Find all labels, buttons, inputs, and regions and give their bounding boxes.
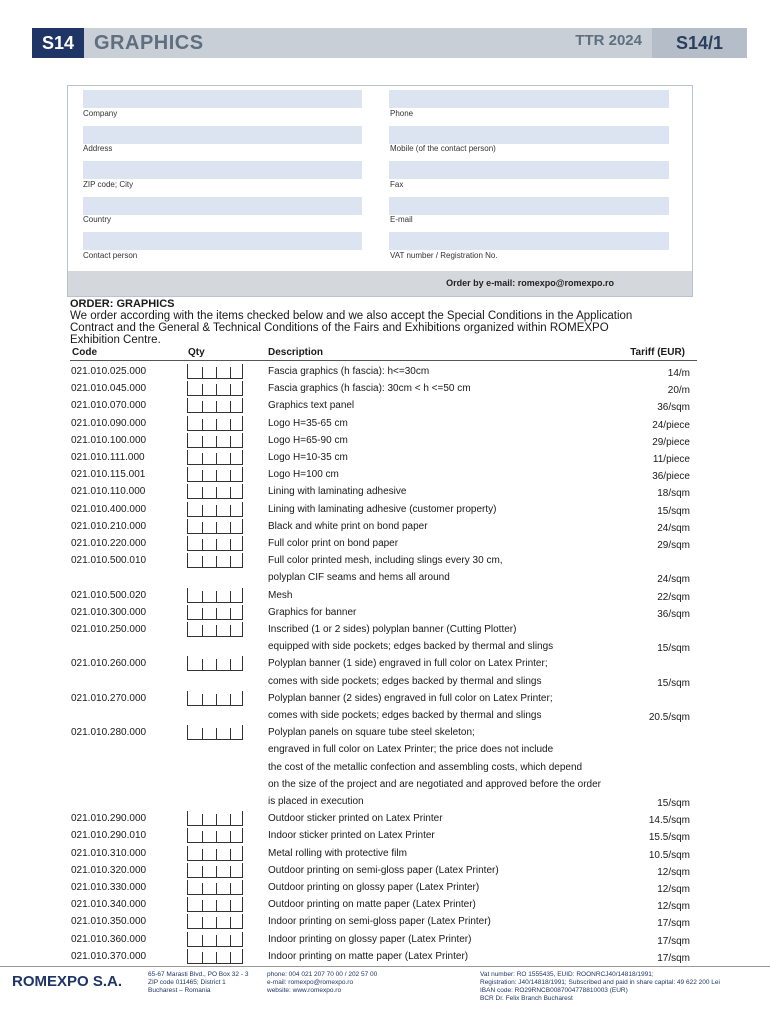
qty-input[interactable]	[187, 691, 243, 706]
table-row	[0, 416, 770, 432]
qty-input[interactable]	[187, 467, 243, 482]
item-tariff: 29/sqm	[657, 540, 690, 551]
table-row	[0, 398, 770, 414]
qty-input[interactable]	[187, 949, 243, 964]
item-code: 021.010.025.000	[71, 366, 147, 377]
item-code: 021.010.220.000	[71, 538, 147, 549]
item-tariff: 15.5/sqm	[648, 832, 690, 843]
email-label: E-mail	[390, 215, 413, 224]
item-code: 021.010.115.001	[71, 469, 146, 480]
item-tariff: 15/sqm	[657, 506, 690, 517]
contact-person-field[interactable]	[83, 232, 362, 250]
intro-text	[70, 298, 690, 346]
footer-website[interactable]: website: www.romexpo.ro	[267, 987, 342, 994]
table-row	[0, 949, 770, 965]
footer-legal-line: BCR Dr. Felix Branch Bucharest	[480, 995, 573, 1002]
table-row	[0, 450, 770, 466]
qty-input[interactable]	[187, 502, 243, 517]
footer-contact	[267, 971, 377, 995]
item-tariff: 15/sqm	[657, 643, 690, 654]
qty-input[interactable]	[187, 450, 243, 465]
item-description: Fascia graphics (h fascia): 30cm < h <=50 cm	[268, 383, 471, 394]
item-description: the cost of the metallic confection and assembling costs, which depend	[268, 762, 583, 773]
table-row	[0, 639, 770, 655]
item-description: Lining with laminating adhesive (customer property)	[268, 504, 497, 515]
item-description: is placed in execution	[268, 796, 364, 807]
table-row	[0, 553, 770, 569]
table-row	[0, 880, 770, 896]
item-code: 021.010.110.000	[71, 486, 146, 497]
item-description: Indoor printing on matte paper (Latex Printer)	[268, 951, 469, 962]
event-label: TTR 2024	[575, 32, 642, 49]
fax-label: Fax	[390, 180, 404, 189]
table-row	[0, 570, 770, 586]
item-description: Logo H=100 cm	[268, 469, 339, 480]
footer-legal-line: Registration: J40/14818/1991; Subscribed and paid in share capital: 49 622 200 Lei	[480, 979, 720, 986]
zip-city-field[interactable]	[83, 161, 362, 179]
footer-address	[148, 971, 248, 995]
qty-input[interactable]	[187, 398, 243, 413]
qty-input[interactable]	[187, 364, 243, 379]
item-code: 021.010.500.010	[71, 555, 147, 566]
item-code: 021.010.400.000	[71, 504, 147, 515]
footer-address-line: Bucharest – Romania	[148, 987, 211, 994]
table-row	[0, 846, 770, 862]
contact-person-label: Contact person	[83, 251, 138, 260]
address-field[interactable]	[83, 126, 362, 144]
item-code: 021.010.500.020	[71, 590, 147, 601]
table-row	[0, 588, 770, 604]
item-description: Black and white print on bond paper	[268, 521, 428, 532]
table-row	[0, 742, 770, 758]
table-row	[0, 381, 770, 397]
qty-input[interactable]	[187, 897, 243, 912]
qty-input[interactable]	[187, 553, 243, 568]
email-field[interactable]	[389, 197, 669, 215]
item-description: Fascia graphics (h fascia): h<=30cm	[268, 366, 430, 377]
table-row	[0, 519, 770, 535]
item-code: 021.010.111.000	[71, 452, 145, 463]
zip-city-label: ZIP code; City	[83, 180, 134, 189]
item-code: 021.010.045.000	[71, 383, 147, 394]
intro-line-1: We order according with the items checked below and we also accept the Special Conditions in the Application	[70, 310, 633, 322]
table-row	[0, 467, 770, 483]
item-description: polyplan CIF seams and hems all around	[268, 572, 450, 583]
vat-label: VAT number / Registration No.	[390, 251, 498, 260]
item-description: Logo H=35-65 cm	[268, 418, 348, 429]
table-row	[0, 725, 770, 741]
qty-input[interactable]	[187, 433, 243, 448]
item-description: Indoor sticker printed on Latex Printer	[268, 830, 435, 841]
item-code: 021.010.210.000	[71, 521, 147, 532]
qty-input[interactable]	[187, 880, 243, 895]
contact-form	[67, 85, 693, 297]
qty-input[interactable]	[187, 846, 243, 861]
footer-legal	[480, 971, 720, 1003]
table-row	[0, 502, 770, 518]
item-description: Logo H=10-35 cm	[268, 452, 348, 463]
item-description: Lining with laminating adhesive	[268, 486, 407, 497]
table-row	[0, 863, 770, 879]
item-code: 021.010.070.000	[71, 400, 147, 411]
item-tariff: 14.5/sqm	[648, 815, 690, 826]
company-logo-text: ROMEXPO S.A.	[12, 973, 123, 990]
item-description: Inscribed (1 or 2 sides) polyplan banner (Cutting Plotter)	[268, 624, 517, 635]
footer-legal-line: IBAN code: RO29RNCB0087004778810003 (EUR)	[480, 987, 628, 994]
item-tariff: 18/sqm	[657, 488, 690, 499]
item-description: Outdoor printing on matte paper (Latex Printer)	[268, 899, 476, 910]
mobile-label: Mobile (of the contact person)	[390, 144, 496, 153]
item-description: Graphics for banner	[268, 607, 357, 618]
table-row	[0, 777, 770, 793]
item-description: Polyplan banner (1 side) engraved in full color on Latex Printer;	[268, 658, 548, 669]
footer-address-line: ZIP code 011465; District 1	[148, 979, 226, 986]
item-tariff: 17/sqm	[657, 953, 690, 964]
item-code: 021.010.290.010	[71, 830, 147, 841]
phone-field[interactable]	[389, 90, 669, 108]
item-description: Polyplan banner (2 sides) engraved in full color on Latex Printer;	[268, 693, 553, 704]
fax-field[interactable]	[389, 161, 669, 179]
item-tariff: 36/sqm	[657, 402, 690, 413]
table-row	[0, 605, 770, 621]
page-header	[32, 28, 747, 58]
qty-input[interactable]	[187, 519, 243, 534]
item-description: Polyplan panels on square tube steel skeleton;	[268, 727, 475, 738]
table-row	[0, 914, 770, 930]
item-tariff: 36/piece	[652, 471, 690, 482]
qty-input[interactable]	[187, 932, 243, 947]
qty-input[interactable]	[187, 536, 243, 551]
phone-label: Phone	[390, 109, 414, 118]
item-description: equipped with side pockets; edges backed by thermal and slings	[268, 641, 554, 652]
item-description: Outdoor printing on semi-gloss paper (Latex Printer)	[268, 865, 499, 876]
item-code: 021.010.250.000	[71, 624, 147, 635]
intro-line-3: Exhibition Centre.	[70, 334, 161, 346]
company-field[interactable]	[83, 90, 362, 108]
qty-input[interactable]	[187, 588, 243, 603]
qty-input[interactable]	[187, 828, 243, 843]
item-description: Metal rolling with protective film	[268, 848, 407, 859]
table-header	[70, 347, 697, 361]
item-tariff: 12/sqm	[657, 901, 690, 912]
item-tariff: 12/sqm	[657, 884, 690, 895]
item-code: 021.010.090.000	[71, 418, 147, 429]
country-field[interactable]	[83, 197, 362, 215]
intro-line-2: Contract and the General & Technical Conditions of the Fairs and Exhibitions organized within ROMEXPO	[70, 322, 609, 334]
address-label: Address	[83, 144, 113, 153]
item-code: 021.010.100.000	[71, 435, 147, 446]
item-tariff: 24/sqm	[657, 574, 690, 585]
section-title: GRAPHICS	[94, 32, 204, 54]
item-description: Graphics text panel	[268, 400, 355, 411]
table-row	[0, 364, 770, 380]
item-tariff: 14/m	[667, 368, 690, 379]
table-row	[0, 674, 770, 690]
item-description: on the size of the project and are negotiated and approved before the order	[268, 779, 602, 790]
item-description: Full color printed mesh, including slings every 30 cm,	[268, 555, 503, 566]
qty-input[interactable]	[187, 622, 243, 637]
item-code: 021.010.340.000	[71, 899, 147, 910]
col-code: Code	[72, 347, 97, 358]
table-row	[0, 760, 770, 776]
table-row	[0, 794, 770, 810]
item-tariff: 36/sqm	[657, 609, 690, 620]
item-tariff: 17/sqm	[657, 918, 690, 929]
item-code: 021.010.370.000	[71, 951, 147, 962]
table-row	[0, 536, 770, 552]
table-row	[0, 897, 770, 913]
section-code: S14	[32, 28, 84, 58]
table-row	[0, 433, 770, 449]
item-tariff: 29/piece	[652, 437, 690, 448]
mobile-field[interactable]	[389, 126, 669, 144]
vat-field[interactable]	[389, 232, 669, 250]
order-title: ORDER: GRAPHICS	[70, 298, 175, 310]
order-email-bar	[68, 271, 692, 296]
table-row	[0, 656, 770, 672]
page-footer	[0, 966, 770, 1024]
col-tariff: Tariff (EUR)	[630, 347, 685, 358]
item-tariff: 15/sqm	[657, 678, 690, 689]
item-tariff: 10.5/sqm	[648, 850, 690, 861]
footer-address-line: 65-67 Marasti Blvd., PO Box 32 - 3	[148, 971, 249, 978]
item-tariff: 20.5/sqm	[648, 712, 690, 723]
item-code: 021.010.310.000	[71, 848, 147, 859]
table-row	[0, 622, 770, 638]
qty-input[interactable]	[187, 381, 243, 396]
item-code: 021.010.300.000	[71, 607, 147, 618]
item-description: Outdoor sticker printed on Latex Printer	[268, 813, 443, 824]
item-tariff: 12/sqm	[657, 867, 690, 878]
item-code: 021.010.290.000	[71, 813, 147, 824]
item-code: 021.010.360.000	[71, 934, 147, 945]
col-qty: Qty	[188, 347, 205, 358]
item-tariff: 15/sqm	[657, 798, 690, 809]
item-tariff: 17/sqm	[657, 936, 690, 947]
footer-phone: phone: 004 021 207 70 00 / 202 57 00	[267, 971, 378, 978]
item-description: Outdoor printing on glossy paper (Latex Printer)	[268, 882, 480, 893]
item-code: 021.010.320.000	[71, 865, 147, 876]
item-description: Indoor printing on semi-gloss paper (Latex Printer)	[268, 916, 491, 927]
qty-input[interactable]	[187, 656, 243, 671]
item-tariff: 24/piece	[652, 420, 690, 431]
footer-email[interactable]: e-mail: romexpo@romexpo.ro	[267, 979, 354, 986]
table-row	[0, 811, 770, 827]
footer-legal-line: Vat number: RO 1555435, EUID: ROONRCJ40/14818/1991;	[480, 971, 654, 978]
table-row	[0, 828, 770, 844]
item-code: 021.010.260.000	[71, 658, 147, 669]
qty-input[interactable]	[187, 416, 243, 431]
company-label: Company	[83, 109, 118, 118]
page-number: S14/1	[652, 28, 747, 58]
table-row	[0, 932, 770, 948]
qty-input[interactable]	[187, 484, 243, 499]
col-description: Description	[268, 347, 324, 358]
country-label: Country	[83, 215, 112, 224]
order-email[interactable]: Order by e-mail: romexpo@romexpo.ro	[446, 278, 614, 288]
qty-input[interactable]	[187, 863, 243, 878]
table-row	[0, 691, 770, 707]
table-row	[0, 708, 770, 724]
item-tariff: 11/piece	[652, 454, 690, 465]
qty-input[interactable]	[187, 914, 243, 929]
item-description: comes with side pockets; edges backed by thermal and slings	[268, 676, 542, 687]
item-description: Full color print on bond paper	[268, 538, 399, 549]
item-description: Logo H=65-90 cm	[268, 435, 348, 446]
item-description: Indoor printing on glossy paper (Latex Printer)	[268, 934, 472, 945]
qty-input[interactable]	[187, 725, 243, 740]
qty-input[interactable]	[187, 605, 243, 620]
item-description: comes with side pockets; edges backed by thermal and slings	[268, 710, 542, 721]
item-description: Mesh	[268, 590, 293, 601]
table-row	[0, 484, 770, 500]
item-code: 021.010.330.000	[71, 882, 147, 893]
item-code: 021.010.350.000	[71, 916, 147, 927]
qty-input[interactable]	[187, 811, 243, 826]
item-code: 021.010.280.000	[71, 727, 147, 738]
item-description: engraved in full color on Latex Printer; the price does not include	[268, 744, 554, 755]
item-tariff: 24/sqm	[657, 523, 690, 534]
item-code: 021.010.270.000	[71, 693, 147, 704]
item-tariff: 22/sqm	[657, 592, 690, 603]
item-tariff: 20/m	[667, 385, 690, 396]
